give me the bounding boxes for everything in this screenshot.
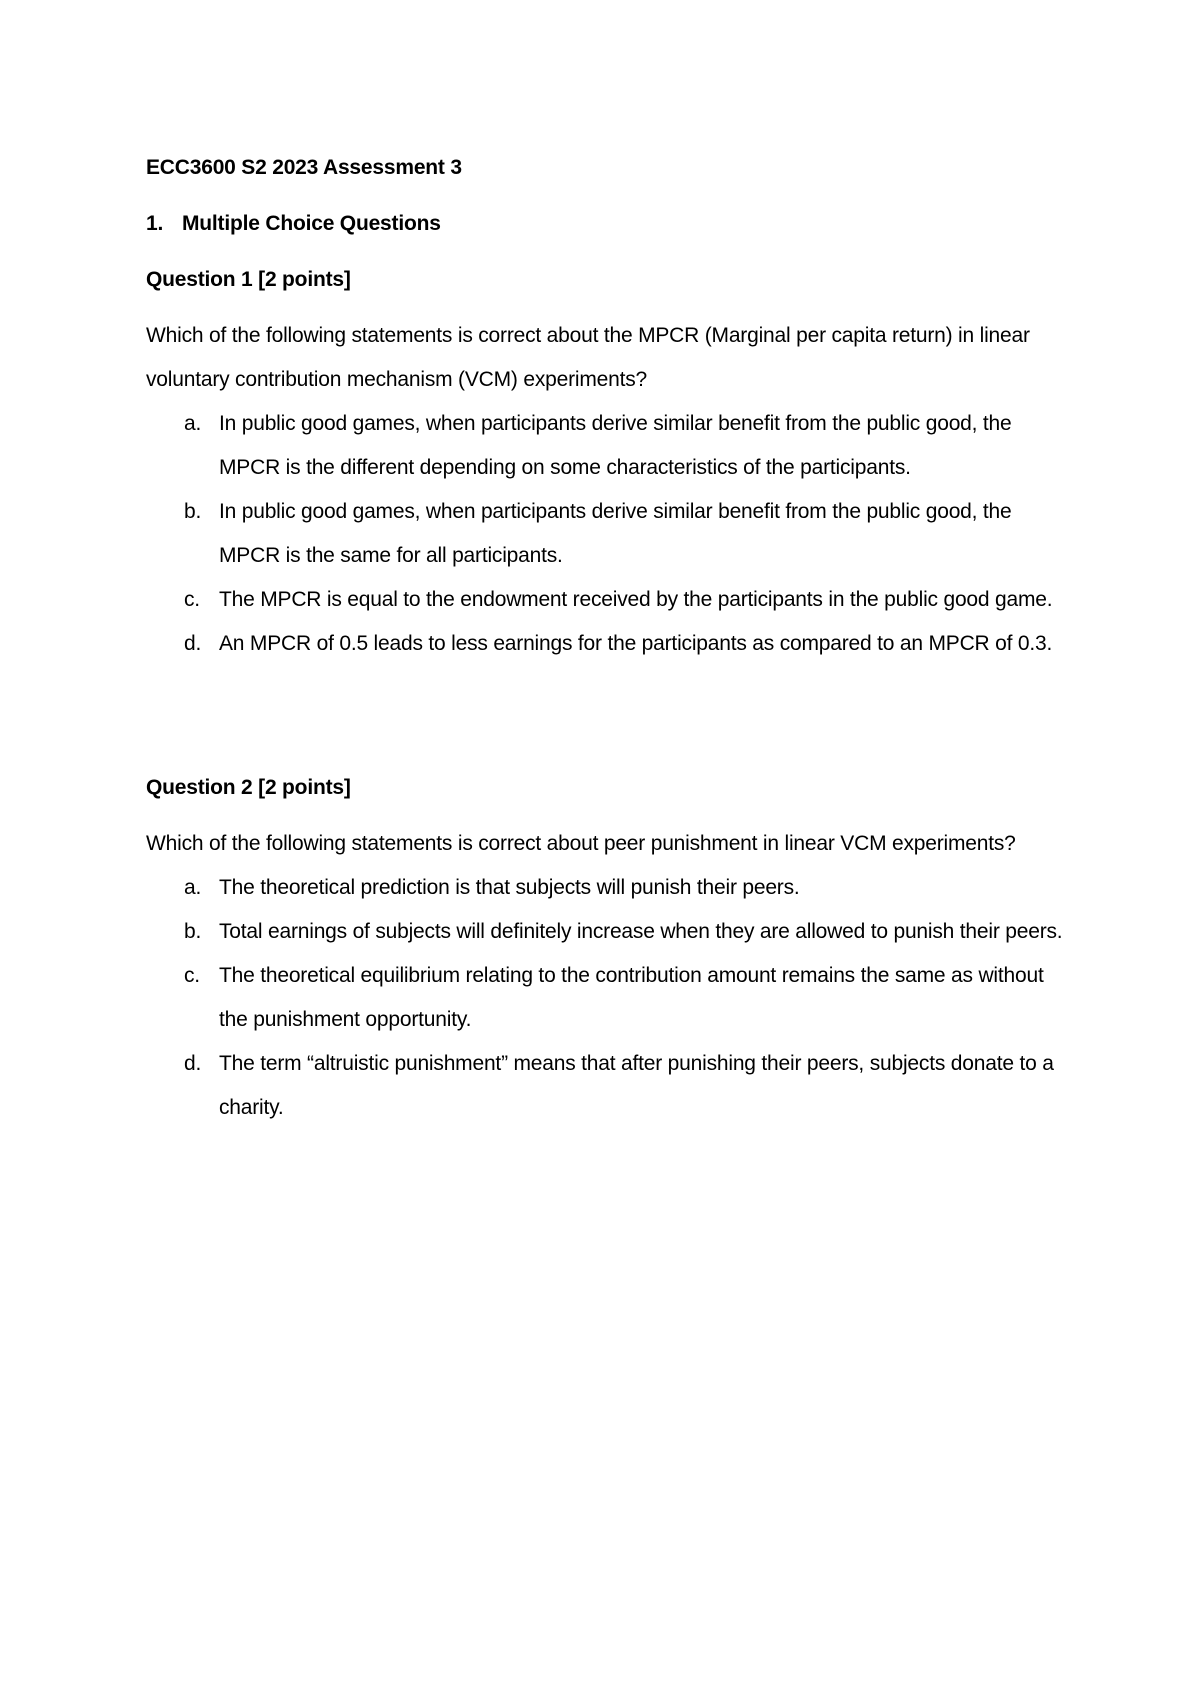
- option-text: In public good games, when participants derive similar benefit from the public good, the MPCR is the different depending on some characteristics of the participants.: [219, 412, 1012, 479]
- answer-option-c: [146, 578, 1076, 622]
- option-text: The theoretical prediction is that subjects will punish their peers.: [219, 876, 800, 899]
- answer-option-a: [146, 866, 1076, 910]
- option-letter: c.: [184, 964, 200, 987]
- option-text: The theoretical equilibrium relating to the contribution amount remains the same as without the punishment opportunity.: [219, 964, 1044, 1031]
- option-text: In public good games, when participants derive similar benefit from the public good, the MPCR is the same for all participants.: [219, 500, 1012, 567]
- option-letter: a.: [184, 412, 202, 435]
- question-heading: Question 1 [2 points]: [146, 268, 351, 291]
- answer-option-d: [146, 622, 1076, 666]
- option-letter: d.: [184, 632, 202, 655]
- question-stem: Which of the following statements is correct about peer punishment in linear VCM experiments?: [146, 832, 1016, 855]
- document-body: [146, 146, 1076, 1130]
- question-2: [146, 766, 1076, 1130]
- question-stem: Which of the following statements is correct about the MPCR (Marginal per capita return) in linear voluntary contribution mechanism (VCM) experiments?: [146, 324, 1030, 391]
- option-letter: c.: [184, 588, 200, 611]
- option-text: An MPCR of 0.5 leads to less earnings for the participants as compared to an MPCR of 0.3.: [219, 632, 1053, 655]
- option-letter: a.: [184, 876, 202, 899]
- question-spacer: [146, 666, 1076, 766]
- document-title: ECC3600 S2 2023 Assessment 3: [146, 156, 462, 179]
- option-letter: d.: [184, 1052, 202, 1075]
- option-text: The MPCR is equal to the endowment received by the participants in the public good game.: [219, 588, 1053, 611]
- answer-option-d: [146, 1042, 1076, 1130]
- answer-options: [146, 866, 1076, 1130]
- option-letter: b.: [184, 920, 202, 943]
- option-text: Total earnings of subjects will definitely increase when they are allowed to punish their peers.: [219, 920, 1063, 943]
- section-heading: [146, 202, 1076, 246]
- option-letter: b.: [184, 500, 202, 523]
- option-text: The term “altruistic punishment” means that after punishing their peers, subjects donate to a charity.: [219, 1052, 1054, 1119]
- question-1: [146, 258, 1076, 666]
- answer-option-c: [146, 954, 1076, 1042]
- section-title: Multiple Choice Questions: [182, 212, 441, 235]
- answer-option-b: [146, 490, 1076, 578]
- answer-options: [146, 402, 1076, 666]
- answer-option-a: [146, 402, 1076, 490]
- answer-option-b: [146, 910, 1076, 954]
- question-heading: Question 2 [2 points]: [146, 776, 351, 799]
- section-number: 1.: [146, 212, 164, 235]
